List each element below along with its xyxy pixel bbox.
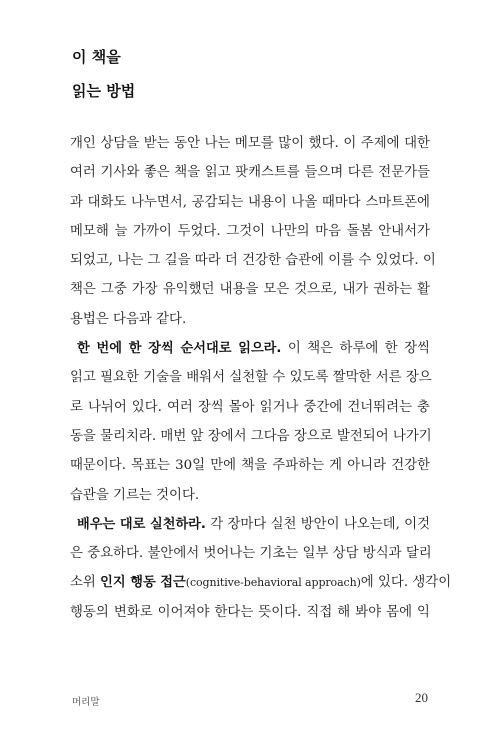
paragraph-1-line: 여러 기사와 좋은 책을 읽고 팟캐스트를 들으며 다른 전문가들 bbox=[70, 165, 430, 181]
paragraph-3-bold-lead: 배우는 대로 실천하라. bbox=[77, 516, 206, 532]
paragraph-2-first-line bbox=[70, 334, 430, 363]
paragraph-3-line: 은 중요하다. 불안에서 벗어나는 기초는 일부 상담 방식과 달리 bbox=[70, 546, 432, 562]
paragraph-3-line: 행동의 변화로 이어져야 한다는 뜻이다. 직접 해 봐야 몸에 익 bbox=[70, 604, 430, 620]
paragraph-1-line: 되었고, 나는 그 길을 따라 더 건강한 습관에 이를 수 있었다. 이 bbox=[70, 253, 436, 269]
paragraph-2-line: 읽고 필요한 기술을 배워서 실천할 수 있도록 짤막한 서른 장으 bbox=[70, 370, 432, 386]
paragraph-1-line: 메모해 늘 가까이 두었다. 그것이 나만의 마음 돌봄 안내서가 bbox=[70, 223, 430, 239]
paragraph-2-line: 습관을 기르는 것이다. bbox=[70, 487, 200, 503]
paragraph-1-line: 과 대화도 나누면서, 공감되는 내용이 나올 때마다 스마트폰에 bbox=[70, 194, 430, 210]
body-text bbox=[70, 129, 452, 627]
paragraph-1-line: 책은 그중 가장 유익했던 내용을 모은 것으로, 내가 권하는 활 bbox=[70, 282, 430, 298]
paragraph-3-first-rest: 각 장마다 실천 방안이 나오는데, 이것 bbox=[205, 516, 431, 532]
paragraph-2-first-rest: 이 책은 하루에 한 장씩 bbox=[281, 341, 430, 357]
running-footer-section: 머리말 bbox=[72, 697, 100, 708]
paragraph-1-line: 개인 상담을 받는 동안 나는 메모를 많이 했다. 이 주제에 대한 bbox=[70, 136, 430, 151]
line-3-post: 에 있다. 생각이 bbox=[360, 575, 452, 591]
paragraph-3-first-line bbox=[70, 510, 430, 539]
page-number: 20 bbox=[415, 690, 428, 705]
section-heading bbox=[72, 40, 135, 108]
paragraph-1-line: 용법은 다음과 같다. bbox=[70, 311, 187, 327]
cbt-term-bold: 인지 행동 접근 bbox=[100, 575, 186, 591]
heading-line-1: 이 책을 bbox=[72, 48, 121, 66]
paragraph-2-bold-lead: 한 번에 한 장씩 순서대로 읽으라. bbox=[77, 341, 282, 357]
cbt-term-english: (cognitive-behavioral approach) bbox=[185, 576, 361, 590]
paragraph-2-line: 때문이다. 목표는 30일 만에 책을 주파하는 게 아니라 건강한 bbox=[70, 458, 430, 474]
paragraph-3-line-term bbox=[70, 568, 452, 597]
paragraph-2-line: 로 나뉘어 있다. 여러 장씩 몰아 읽거나 중간에 건너뛰려는 충 bbox=[70, 399, 430, 415]
line-3-pre: 소위 bbox=[70, 575, 101, 591]
paragraph-2-line: 동을 물리치라. 매번 앞 장에서 그다음 장으로 발전되어 나가기 bbox=[70, 428, 432, 444]
heading-line-2: 읽는 방법 bbox=[72, 82, 136, 100]
